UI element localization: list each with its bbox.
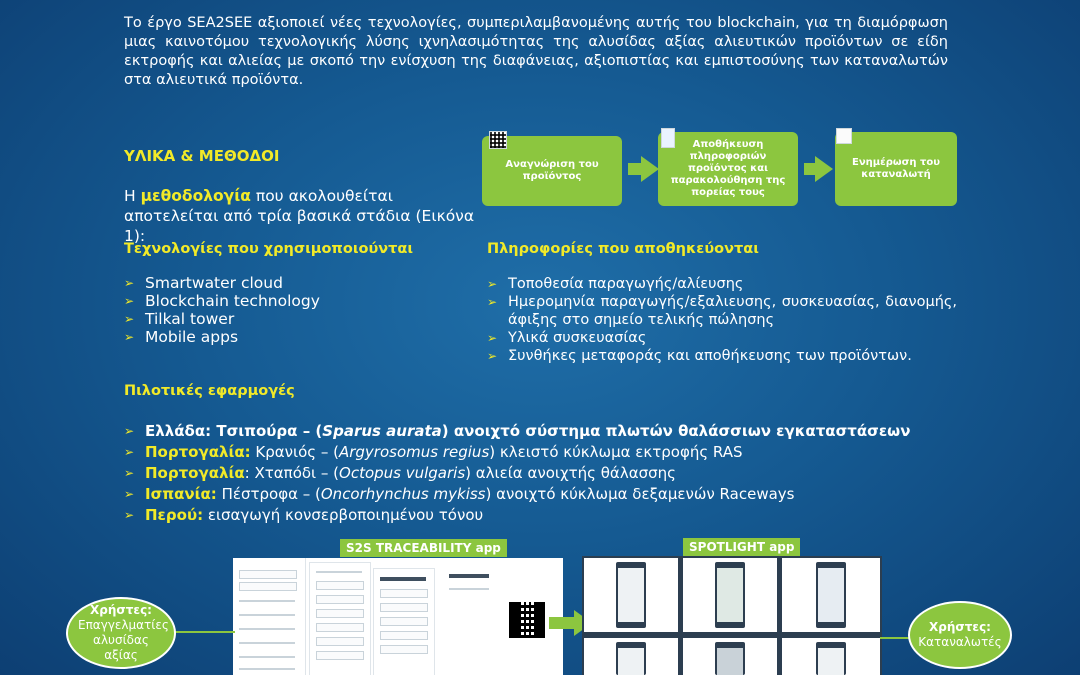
info-label: Ημερομηνία παραγωγής/εξαλιευσης, συσκευασίας, διανομής, άφιξης στο σημείο τελικής πώλησης bbox=[508, 294, 957, 328]
phone-frame bbox=[816, 642, 846, 675]
pilot-country: Περού: bbox=[145, 506, 204, 524]
flow-step-storage: Αποθήκευση πληροφοριών προϊόντος και παρακολούθηση της πορείας τους bbox=[658, 132, 798, 206]
pilots-list bbox=[124, 421, 914, 526]
app-screen-1 bbox=[233, 558, 306, 675]
pilot-latin-name: Oncorhynchus mykiss bbox=[320, 485, 486, 503]
flow-arrow-1-icon bbox=[641, 156, 659, 182]
list-item bbox=[487, 293, 957, 329]
form-field bbox=[380, 589, 428, 598]
methods-text-post: που ακολουθείται αποτελείται από τρία βασικά στάδια (Εικόνα 1): bbox=[124, 187, 475, 245]
form-field bbox=[316, 581, 364, 590]
traceability-app-screenshot bbox=[233, 558, 563, 675]
form-field bbox=[380, 645, 428, 654]
bullet-arrow-icon: ➢ bbox=[124, 424, 135, 438]
form-line bbox=[239, 642, 295, 644]
pilot-country: Πορτογαλία: bbox=[145, 443, 251, 461]
phone-screen bbox=[818, 648, 844, 675]
form-field bbox=[380, 603, 428, 612]
list-item bbox=[487, 347, 957, 365]
header-bar bbox=[449, 574, 489, 578]
form-line bbox=[239, 668, 295, 670]
list-item bbox=[124, 310, 464, 328]
app-screen-4 bbox=[439, 566, 559, 675]
users-title: Χρήστες: bbox=[90, 603, 152, 617]
form-line bbox=[239, 600, 295, 602]
technology-label: Tilkal tower bbox=[145, 310, 235, 328]
app-thumbnail bbox=[683, 558, 777, 632]
methods-text bbox=[124, 186, 480, 246]
phone-icon bbox=[836, 128, 852, 144]
info-list bbox=[487, 275, 957, 365]
users-text: Καταναλωτές bbox=[918, 635, 1002, 649]
list-item bbox=[124, 463, 914, 484]
bullet-arrow-icon: ➢ bbox=[124, 330, 135, 344]
technology-label: Mobile apps bbox=[145, 328, 239, 346]
list-item bbox=[124, 442, 914, 463]
form-field bbox=[380, 631, 428, 640]
flow-arrow-2-icon bbox=[815, 156, 833, 182]
intro-paragraph: Το έργο SEA2SEE αξιοποιεί νέες τεχνολογίες, συμπεριλαμβανομένης αυτής του blockchain, για τη διαμόρφωση μιας καινοτόμου τεχνολογικής λύσης ιχνηλασιμότητας της αλυσίδας αξίας αλιευτικών προϊόντων σε είδη εκτροφής και αλιείας με σκοπό την ενίσχυση της διαφάνειας, αξιοπιστίας και εμπιστοσύνης των καταναλωτών στα αλιευτικά προϊόντα. bbox=[124, 15, 948, 88]
bullet-arrow-icon: ➢ bbox=[487, 277, 498, 291]
technologies-list bbox=[124, 274, 464, 346]
phone-frame bbox=[616, 642, 646, 675]
bullet-arrow-icon: ➢ bbox=[124, 445, 135, 459]
form-line bbox=[239, 628, 295, 630]
phone-frame bbox=[715, 562, 745, 628]
traceability-app-label: S2S TRACEABILITY app bbox=[340, 539, 507, 557]
form-field bbox=[316, 651, 364, 660]
phone-screen bbox=[717, 568, 743, 622]
pilot-text: Πέστροφα – ( bbox=[216, 485, 321, 503]
pilot-text: εισαγωγή κονσερβοποιημένου τόνου bbox=[203, 506, 484, 524]
database-icon bbox=[661, 128, 675, 148]
phone-screen bbox=[818, 568, 844, 622]
form-line bbox=[449, 588, 489, 590]
list-item bbox=[124, 328, 464, 346]
form-field bbox=[316, 637, 364, 646]
bullet-arrow-icon: ➢ bbox=[124, 312, 135, 326]
methods-highlight: μεθοδολογία bbox=[140, 187, 251, 205]
info-label: Τοποθεσία παραγωγής/αλίευσης bbox=[508, 276, 744, 292]
list-item bbox=[124, 292, 464, 310]
bullet-arrow-icon: ➢ bbox=[124, 276, 135, 290]
bullet-arrow-icon: ➢ bbox=[124, 487, 135, 501]
users-title: Χρήστες: bbox=[929, 620, 991, 634]
app-screen-3 bbox=[373, 568, 435, 675]
form-field bbox=[239, 582, 297, 591]
info-label: Συνθήκες μεταφοράς και αποθήκευσης των προϊόντων. bbox=[508, 348, 912, 364]
pilot-country: Πορτογαλία bbox=[145, 464, 245, 482]
qr-code-icon bbox=[489, 131, 507, 149]
list-item bbox=[124, 421, 914, 442]
app-thumbnail bbox=[782, 638, 880, 675]
app-thumbnail bbox=[683, 638, 777, 675]
users-consumers-oval bbox=[908, 601, 1012, 669]
list-item bbox=[487, 275, 957, 293]
methods-title: ΥΛΙΚΑ & ΜΕΘΟΔΟΙ bbox=[124, 147, 280, 165]
form-field bbox=[316, 609, 364, 618]
pilot-latin-name: Octopus vulgaris bbox=[339, 464, 466, 482]
list-item bbox=[124, 505, 914, 526]
pilot-latin-name: Argyrosomus regius bbox=[338, 443, 490, 461]
pilot-text: ) ανοιχτό σύστημα πλωτών θαλάσσιων εγκαταστάσεων bbox=[441, 422, 911, 440]
bullet-arrow-icon: ➢ bbox=[487, 349, 498, 363]
pilot-latin-name: Sparus aurata bbox=[322, 422, 442, 440]
list-item bbox=[124, 274, 464, 292]
phone-screen bbox=[717, 648, 743, 675]
spotlight-app-label: SPOTLIGHT app bbox=[683, 538, 800, 556]
info-title: Πληροφορίες που αποθηκεύονται bbox=[487, 241, 759, 257]
pilot-text: ) αλιεία ανοιχτής θάλασσης bbox=[465, 464, 676, 482]
app-screen-2 bbox=[309, 562, 371, 675]
qr-code-icon bbox=[509, 602, 545, 638]
methods-text-pre: Η bbox=[124, 187, 141, 205]
pilot-text: : Χταπόδι – ( bbox=[244, 464, 340, 482]
users-professionals-oval bbox=[66, 597, 176, 669]
app-thumbnail bbox=[584, 558, 678, 632]
flow-arrow-1-shaft bbox=[628, 163, 642, 175]
flow-step-consumer: Ενημέρωση του καταναλωτή bbox=[835, 132, 957, 206]
pilot-country: Ισπανία: bbox=[145, 485, 217, 503]
phone-screen bbox=[618, 648, 644, 675]
app-thumbnail bbox=[782, 558, 880, 632]
technologies-title: Τεχνολογίες που χρησιμοποιούνται bbox=[124, 241, 414, 257]
pilot-text: Κρανιός – ( bbox=[250, 443, 339, 461]
pilot-text: ) ανοιχτό κύκλωμα δεξαμενών Raceways bbox=[485, 485, 795, 503]
bullet-arrow-icon: ➢ bbox=[487, 295, 498, 309]
form-field bbox=[380, 617, 428, 626]
header-bar bbox=[380, 577, 426, 581]
list-item bbox=[124, 484, 914, 505]
form-field bbox=[239, 570, 297, 579]
pilot-text: ) κλειστό κύκλωμα εκτροφής RAS bbox=[489, 443, 743, 461]
spotlight-app-screenshot bbox=[582, 556, 882, 675]
phone-frame bbox=[616, 562, 646, 628]
info-label: Υλικά συσκευασίας bbox=[508, 330, 647, 346]
phone-frame bbox=[715, 642, 745, 675]
list-item bbox=[487, 329, 957, 347]
form-line bbox=[239, 614, 295, 616]
bullet-arrow-icon: ➢ bbox=[124, 294, 135, 308]
pilot-country: Ελλάδα: bbox=[145, 422, 212, 440]
bullet-arrow-icon: ➢ bbox=[124, 466, 135, 480]
phone-screen bbox=[618, 568, 644, 622]
users-text: Επαγγελματίες αλυσίδας αξίας bbox=[78, 618, 169, 662]
technology-label: Smartwater cloud bbox=[145, 274, 283, 292]
apps-arrow-shaft bbox=[549, 617, 575, 629]
form-line bbox=[316, 571, 362, 573]
pilot-text: Τσιπούρα – ( bbox=[211, 422, 323, 440]
bullet-arrow-icon: ➢ bbox=[487, 331, 498, 345]
app-thumbnail bbox=[584, 638, 678, 675]
form-field bbox=[316, 623, 364, 632]
form-field bbox=[316, 595, 364, 604]
pilots-title: Πιλοτικές εφαρμογές bbox=[124, 383, 295, 399]
phone-frame bbox=[816, 562, 846, 628]
flow-step-identification: Αναγνώριση του προϊόντος bbox=[482, 136, 622, 206]
technology-label: Blockchain technology bbox=[145, 292, 320, 310]
bullet-arrow-icon: ➢ bbox=[124, 508, 135, 522]
form-line bbox=[239, 656, 295, 658]
